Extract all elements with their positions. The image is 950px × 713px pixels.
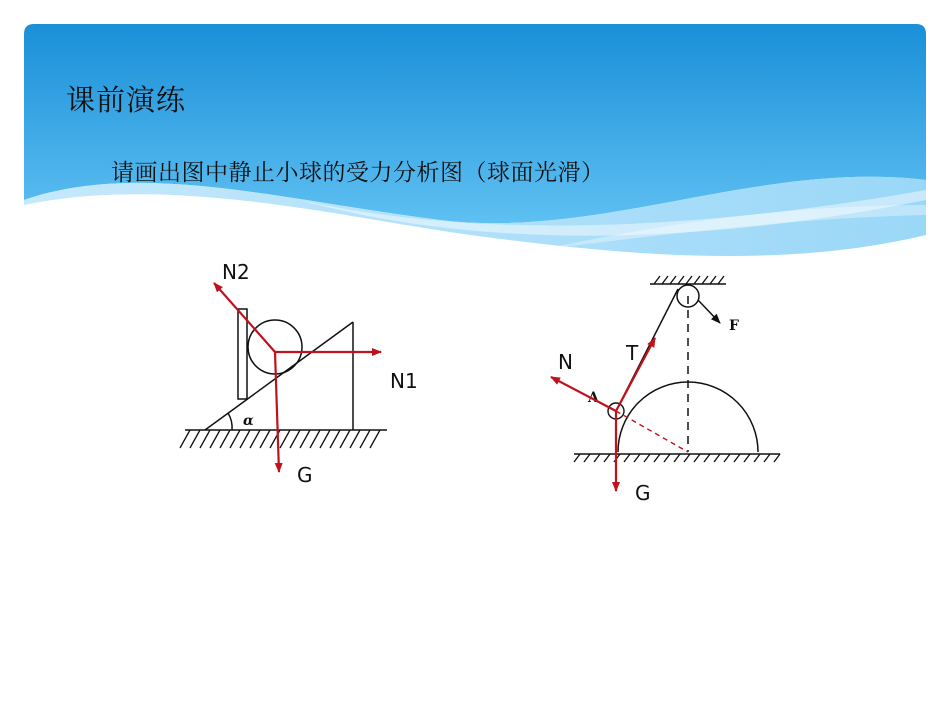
g-arrow-left xyxy=(275,352,279,472)
ground-hatch-left xyxy=(180,430,387,448)
t-label: T xyxy=(626,341,639,365)
left-figure xyxy=(180,260,418,487)
wall-board xyxy=(238,309,247,399)
pull-f-label: F xyxy=(729,318,739,334)
ceiling-hatch xyxy=(650,276,726,284)
g-label-right: G xyxy=(635,481,651,505)
angle-label: α xyxy=(243,413,254,429)
force-arrows-left xyxy=(214,283,381,472)
radius-dashed-line xyxy=(616,411,688,452)
n-label: N xyxy=(558,350,573,374)
point-a-label: A xyxy=(588,390,599,406)
slide-title: 课前演练 xyxy=(66,83,187,117)
pull-arrow xyxy=(698,300,720,323)
g-label-left: G xyxy=(297,463,313,487)
n2-label: N2 xyxy=(222,260,250,284)
n-arrow xyxy=(551,377,616,411)
right-figure xyxy=(551,276,780,505)
slide-subtitle: 请画出图中静止小球的受力分析图（球面光滑） xyxy=(111,160,605,186)
incline xyxy=(205,322,353,430)
ground-hatch-right xyxy=(574,454,780,462)
n2-arrow xyxy=(214,283,275,352)
n1-label: N1 xyxy=(390,369,418,393)
